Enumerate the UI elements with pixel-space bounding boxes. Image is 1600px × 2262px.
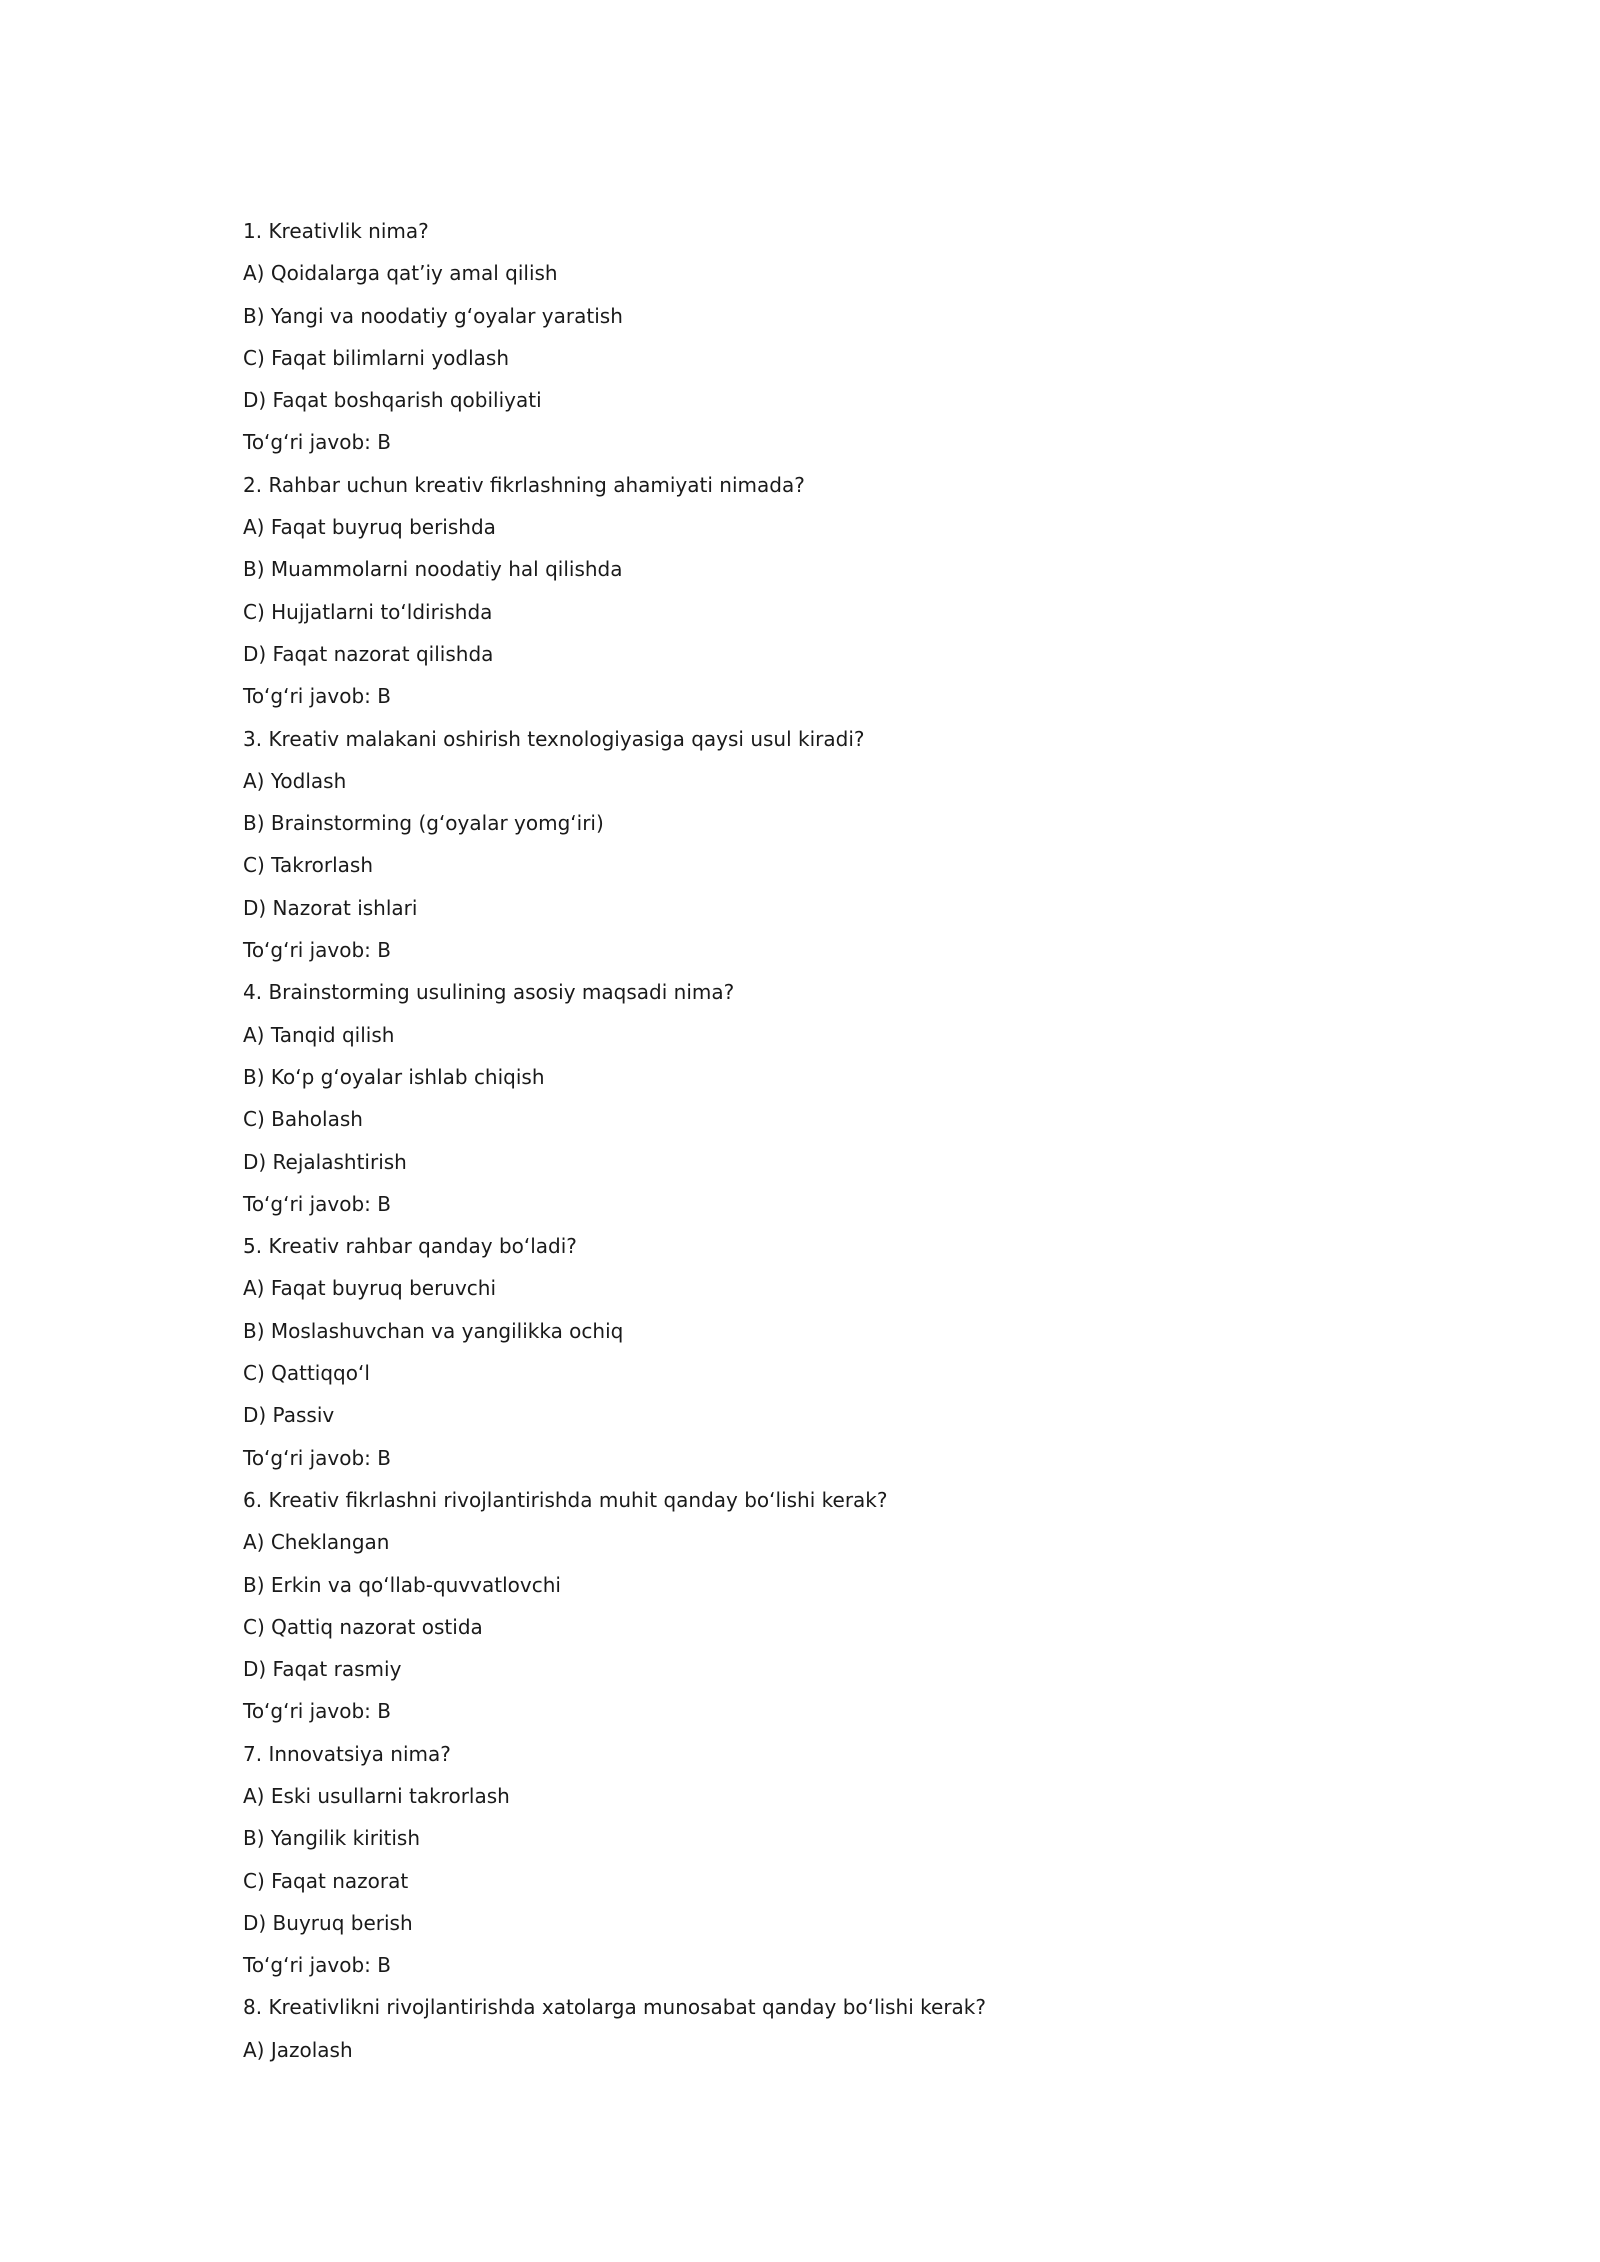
option-text: B) Moslashuvchan va yangilikka ochiq — [243, 1318, 624, 1343]
option-text: D) Faqat rasmiy — [243, 1657, 402, 1682]
answer-text: To‘g‘ri javob: B — [243, 1445, 391, 1470]
option-text: A) Yodlash — [243, 768, 347, 793]
option-text: A) Tanqid qilish — [243, 1022, 395, 1047]
answer-text: To‘g‘ri javob: B — [243, 1699, 391, 1724]
option-text: C) Faqat bilimlarni yodlash — [243, 345, 509, 370]
option-text: A) Cheklangan — [243, 1530, 390, 1555]
option-text: B) Muammolarni noodatiy hal qilishda — [243, 557, 623, 582]
question-text: 5. Kreativ rahbar qanday bo‘ladi? — [243, 1234, 577, 1259]
answer-text: To‘g‘ri javob: B — [243, 1953, 391, 1978]
quiz-content — [243, 216, 1393, 2077]
option-text: B) Yangi va noodatiy g‘oyalar yaratish — [243, 303, 623, 328]
option-text: C) Qattiqqo‘l — [243, 1361, 370, 1386]
option-text: A) Faqat buyruq beruvchi — [243, 1276, 497, 1301]
answer-text: To‘g‘ri javob: B — [243, 684, 391, 709]
option-text: D) Rejalashtirish — [243, 1149, 407, 1174]
option-text: D) Buyruq berish — [243, 1910, 413, 1935]
question-text: 6. Kreativ fikrlashni rivojlantirishda muhit qanday bo‘lishi kerak? — [243, 1487, 888, 1512]
option-text: D) Passiv — [243, 1403, 335, 1428]
option-text: C) Faqat nazorat — [243, 1868, 409, 1893]
option-text: C) Takrorlash — [243, 853, 374, 878]
option-text: B) Brainstorming (g‘oyalar yomg‘iri) — [243, 811, 604, 836]
option-text: C) Qattiq nazorat ostida — [243, 1614, 483, 1639]
option-text: B) Yangilik kiritish — [243, 1826, 420, 1851]
option-text: A) Qoidalarga qat’iy amal qilish — [243, 261, 558, 286]
option-text: A) Faqat buyruq berishda — [243, 515, 496, 540]
option-text: A) Jazolash — [243, 2037, 353, 2062]
option-text: C) Baholash — [243, 1107, 363, 1132]
answer-text: To‘g‘ri javob: B — [243, 1191, 391, 1216]
answer-text: To‘g‘ri javob: B — [243, 938, 391, 963]
question-text: 4. Brainstorming usulining asosiy maqsadi nima? — [243, 980, 735, 1005]
answer-text: To‘g‘ri javob: B — [243, 430, 391, 455]
option-text: D) Nazorat ishlari — [243, 895, 418, 920]
question-text: 7. Innovatsiya nima? — [243, 1741, 451, 1766]
option-text: A) Eski usullarni takrorlash — [243, 1783, 510, 1808]
option-text: D) Faqat boshqarish qobiliyati — [243, 388, 542, 413]
option-text: B) Erkin va qo‘llab-quvvatlovchi — [243, 1572, 561, 1597]
question-text: 8. Kreativlikni rivojlantirishda xatolarga munosabat qanday bo‘lishi kerak? — [243, 1995, 986, 2020]
option-text: B) Ko‘p g‘oyalar ishlab chiqish — [243, 1064, 545, 1089]
question-text: 2. Rahbar uchun kreativ fikrlashning ahamiyati nimada? — [243, 472, 805, 497]
question-text: 3. Kreativ malakani oshirish texnologiyasiga qaysi usul kiradi? — [243, 726, 865, 751]
option-text: C) Hujjatlarni to‘ldirishda — [243, 599, 493, 624]
question-text: 1. Kreativlik nima? — [243, 219, 429, 243]
option-text: D) Faqat nazorat qilishda — [243, 641, 494, 666]
